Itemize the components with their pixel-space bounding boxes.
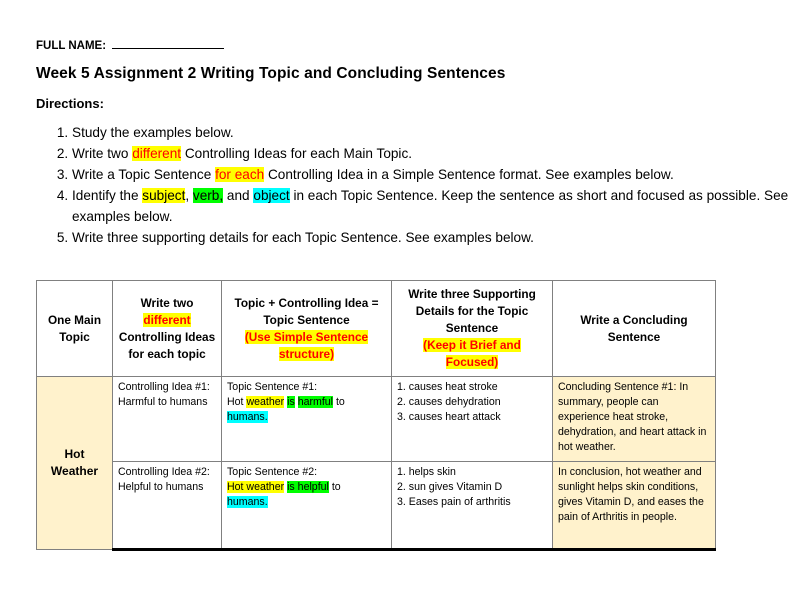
direction-item-2: 2. Write two different Controlling Ideas for each Main Topic. <box>72 143 792 164</box>
direction-item-1: 1. Study the examples below. <box>72 122 792 143</box>
highlight-different: different <box>132 146 182 161</box>
assignment-title: Week 5 Assignment 2 Writing Topic and Concluding Sentences <box>36 65 506 82</box>
header-topic-sentence: Topic + Controlling Idea = Topic Sentence (Use Simple Sentence structure) <box>222 281 392 377</box>
main-topic-cell: Hot Weather <box>37 377 113 550</box>
full-name-field <box>36 37 224 52</box>
ts-object-highlight: harmful <box>297 396 334 408</box>
assignment-table <box>36 280 716 551</box>
topic-sentence-cell: Topic Sentence #1: Hot weather is harmful to humans. <box>222 377 392 462</box>
highlight-for-each: for each <box>215 167 265 182</box>
header-main-topic: One Main Topic <box>37 281 113 377</box>
ts-verb-highlight: is <box>287 396 295 408</box>
ts-verb-highlight: is helpful <box>287 481 329 493</box>
highlight-subject: subject <box>142 188 186 203</box>
concluding-sentence-cell: Concluding Sentence #1: In summary, people can experience heat stroke, dehydration, and heart attack in hot weather. <box>553 377 716 462</box>
ts-subject-highlight: weather <box>246 396 285 408</box>
direction-item-5: 5. Write three supporting details for each Topic Sentence. See examples below. <box>72 227 792 248</box>
ts-subject-highlight: Hot weather <box>227 481 285 493</box>
directions-list <box>36 122 792 248</box>
supporting-details-cell: 1. causes heat stroke 2. causes dehydration 3. causes heart attack <box>392 377 553 462</box>
table-row <box>37 462 716 550</box>
header-concluding-sentence: Write a Concluding Sentence <box>553 281 716 377</box>
topic-sentence-cell: Topic Sentence #2: Hot weather is helpful to humans. <box>222 462 392 550</box>
header-controlling-ideas: Write two different Controlling Ideas for each topic <box>113 281 222 377</box>
table-header-row <box>37 281 716 377</box>
direction-item-4: 4. Identify the subject, verb, and object in each Topic Sentence. Keep the sentence as short and focused as possible. See examples below. <box>72 185 792 227</box>
ts-end-highlight: humans. <box>227 496 268 508</box>
direction-item-3: 3. Write a Topic Sentence for each Controlling Idea in a Simple Sentence format. See examples below. <box>72 164 792 185</box>
supporting-details-cell: 1. helps skin 2. sun gives Vitamin D 3. Eases pain of arthritis <box>392 462 553 550</box>
directions-heading: Directions: <box>36 96 104 111</box>
header-supporting-details: Write three Supporting Details for the Topic Sentence (Keep it Brief and Focused) <box>392 281 553 377</box>
highlight-object: object <box>253 188 290 203</box>
full-name-blank-line <box>112 37 224 49</box>
controlling-idea-cell: Controlling Idea #1: Harmful to humans <box>113 377 222 462</box>
full-name-label: FULL NAME: <box>36 40 107 52</box>
controlling-idea-cell: Controlling Idea #2: Helpful to humans <box>113 462 222 550</box>
ts-end-highlight: humans. <box>227 411 268 423</box>
concluding-sentence-cell: In conclusion, hot weather and sunlight helps skin conditions, gives Vitamin D, and eases the pain of Arthritis in people. <box>553 462 716 550</box>
table-row <box>37 377 716 462</box>
highlight-verb: verb, <box>192 188 224 203</box>
